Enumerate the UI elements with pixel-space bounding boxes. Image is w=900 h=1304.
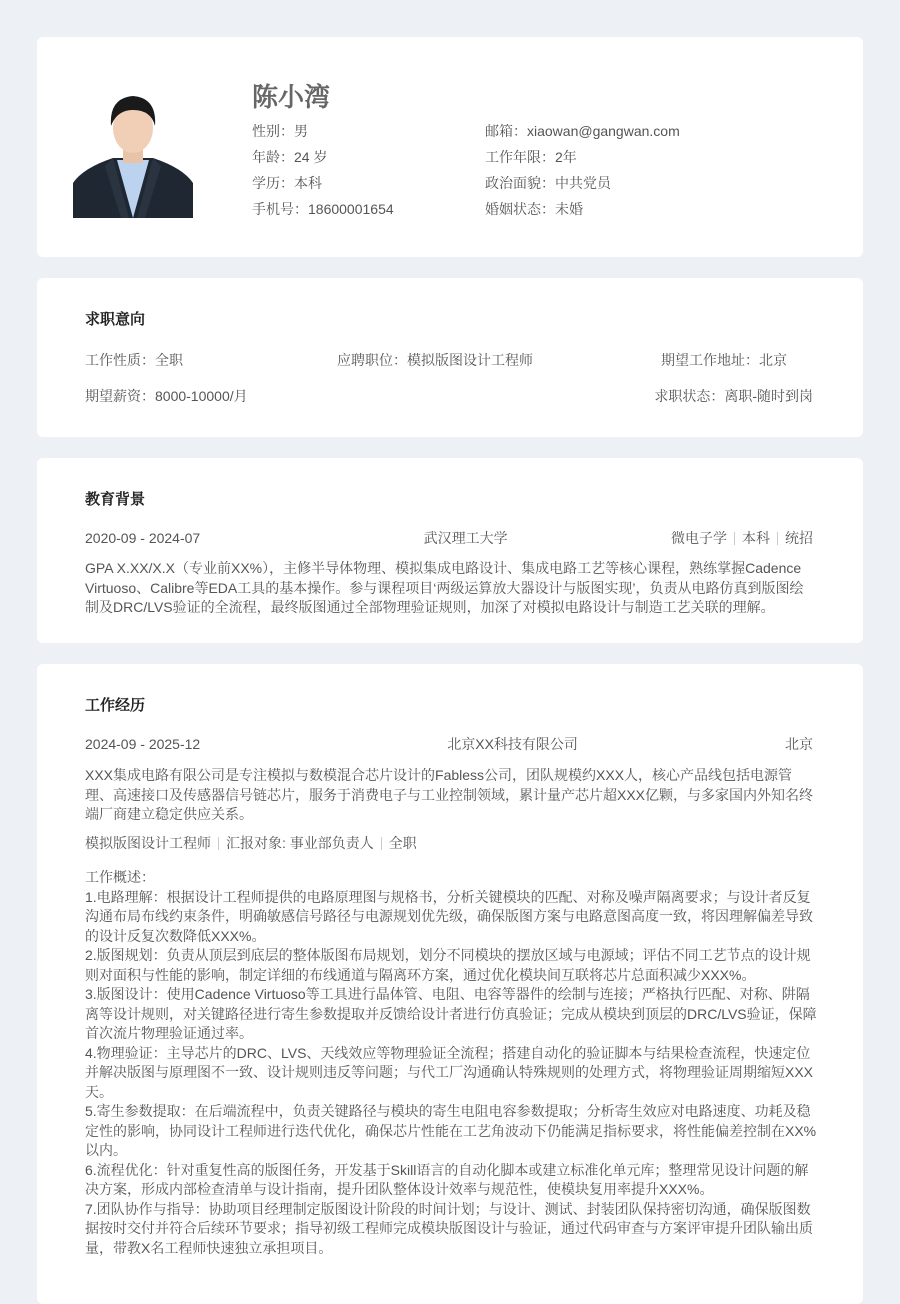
education-date: 2020-09 - 2024-07 xyxy=(85,530,201,546)
job-location: 期望工作地址：北京 xyxy=(661,352,787,368)
overview-item: 4.物理验证：主导芯片的DRC、LVS、天线效应等物理验证全流程；搭建自动化的验证脚本与结果检查流程，快速定位并解决版图与原理图不一致、设计规则违反等问题；与代工厂沟通确认特殊规则的处理方式，将物理验证周期缩短XXX天。 xyxy=(85,1044,814,1100)
overview-item: 6.流程优化：针对重复性高的版图任务，开发基于Skill语言的自动化脚本或建立标准化单元库；整理常见设计问题的解决方案，形成内部检查清单与设计指南，提升团队整体设计效率与规范性，使模块复用率提升XXX%。 xyxy=(85,1161,809,1197)
job-status: 求职状态：离职-随时到岗 xyxy=(654,388,813,404)
overview-item: 3.版图设计：使用Cadence Virtuoso等工具进行晶体管、电阻、电容等器件的绘制与连接；严格执行匹配、对称、阱隔离等设计规则，对关键路径进行寄生参数提取并反馈给设计者进行仿真验证；完成从模块到顶层的DRC/LVS验证，保障首次流片物理验证通过率。 xyxy=(85,986,817,1041)
info-years: 工作年限：2年 xyxy=(485,149,577,165)
work-company: 北京XX科技有限公司 xyxy=(447,736,578,752)
job-intent-card xyxy=(37,278,863,437)
overview-item: 1.电路理解：根据设计工程师提供的电路原理图与规格书，分析关键模块的匹配、对称及噪声隔离要求；与设计者反复沟通布局布线约束条件，明确敏感信号路径与电源规划优先级，确保版图方案与电路意图高度一致，将因理解偏差导致的设计反复次数降低XXX%。 xyxy=(85,888,813,944)
section-title: 求职意向 xyxy=(85,311,146,328)
info-email: 邮箱：xiaowan@gangwan.com xyxy=(485,123,680,139)
education-row xyxy=(85,528,813,548)
overview-item: 5.寄生参数提取：在后端流程中，负责关键路径与模块的寄生电阻电容参数提取；分析寄生效应对电路速度、功耗及稳定性的影响，协同设计工程师进行迭代优化，确保芯片性能在工艺角波动下仍能满足指标要求，将性能偏差控制在XX%以内。 xyxy=(85,1103,817,1158)
job-position: 应聘职位：模拟版图设计工程师 xyxy=(337,352,533,368)
company-description: XXX集成电路有限公司是专注模拟与数模混合芯片设计的Fabless公司，团队规模约XXX人，核心产品线包括电源管理、高速接口及传感器信号链芯片，服务于消费电子与工业控制领域，累计量产芯片超XXX亿颗，与多家国内外知名终端厂商建立稳定供应关系。 xyxy=(85,767,814,822)
section-title: 工作经历 xyxy=(85,697,146,714)
profile-card xyxy=(37,37,863,257)
basic-info-right xyxy=(485,118,680,222)
overview-label: 工作概述： xyxy=(85,869,155,885)
overview-item: 2.版图规划：负责从顶层到底层的整体版图布局规划，划分不同模块的摆放区域与电源域；评估不同工艺节点的设计规则对面积与性能的影响，制定详细的布线通道与隔离环方案，通过优化模块间互联将芯片总面积减少XXX%。 xyxy=(85,947,811,983)
work-date: 2024-09 - 2025-12 xyxy=(85,736,201,752)
job-salary: 期望薪资：8000-10000/月 xyxy=(85,388,248,404)
education-description: GPA X.XX/X.X（专业前XX%），主修半导体物理、模拟集成电路设计、集成电路工艺等核心课程，熟练掌握Cadence Virtuoso、Calibre等EDA工具的基本操作。参与课程项目‘两级运算放大器设计与版图实现’，负责从电路仿真到版图绘制及DRC/LVS验证的全流程，最终版图通过全部物理验证规则，加深了对模拟电路设计与制造工艺关联的理解。 xyxy=(85,560,804,615)
work-row xyxy=(85,734,813,754)
education-card xyxy=(37,458,863,643)
info-political: 政治面貌：中共党员 xyxy=(485,175,611,191)
info-age: 年龄：24 岁 xyxy=(252,149,328,165)
basic-info-left xyxy=(252,118,394,222)
work-tags: 模拟版图设计工程师 汇报对象: 事业部负责人 全职 xyxy=(85,835,417,851)
info-marital: 婚姻状态：未婚 xyxy=(485,201,583,217)
work-overview xyxy=(85,868,817,1258)
work-card xyxy=(37,664,863,1304)
job-type: 工作性质：全职 xyxy=(85,352,183,368)
info-gender: 性别：男 xyxy=(252,123,308,139)
overview-item: 7.团队协作与指导：协助项目经理制定版图设计阶段的时间计划；与设计、测试、封装团队保持密切沟通，确保版图数据按时交付并符合后续环节要求；指导初级工程师完成模块版图设计与验证，通过代码审查与方案评审提升团队输出质量，带教X名工程师快速独立承担项目。 xyxy=(85,1200,813,1256)
candidate-name: 陈小湾 xyxy=(252,82,331,112)
work-city: 北京 xyxy=(784,736,813,752)
education-tags: 微电子学 本科 统招 xyxy=(670,530,813,546)
avatar-photo xyxy=(73,88,193,218)
info-phone: 手机号：18600001654 xyxy=(252,201,394,217)
section-title: 教育背景 xyxy=(85,491,146,508)
education-school: 武汉理工大学 xyxy=(423,530,508,546)
info-degree: 学历：本科 xyxy=(252,175,322,191)
